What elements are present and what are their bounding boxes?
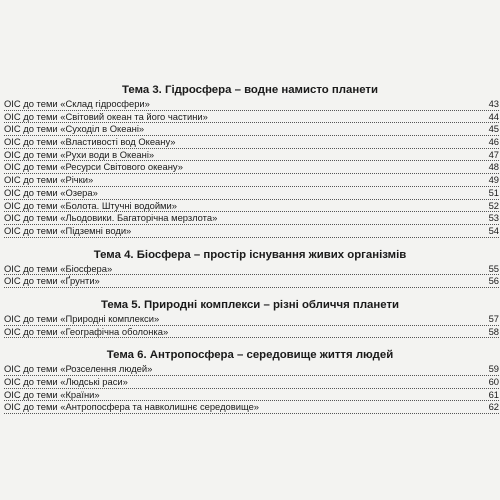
toc-entry — [4, 389, 499, 402]
toc-entry — [4, 263, 499, 276]
toc-entry-page: 61 — [488, 388, 499, 400]
section-title-topic-6: Тема 6. Антропосфера – середовище життя людей — [106, 349, 394, 362]
section-entries-topic-5 — [4, 313, 499, 338]
toc-entry-label: ОІС до теми «Розселення людей» — [4, 363, 153, 375]
toc-entry-page: 57 — [488, 312, 499, 324]
toc-entry-label: ОІС до теми «Властивості вод Океану» — [4, 136, 176, 148]
toc-entry-label: ОІС до теми «Льодовики. Багаторічна мерзлота» — [4, 212, 218, 224]
toc-entry-label: ОІС до теми «Країни» — [4, 388, 100, 400]
toc-entry-page: 43 — [488, 98, 499, 109]
toc-entry-label: ОІС до теми «Антропосфера та навколишнє середовище» — [4, 401, 260, 413]
toc-entry — [4, 187, 499, 200]
toc-entry-label: ОІС до теми «Природні комплекси» — [4, 312, 160, 324]
toc-entry-page: 53 — [488, 212, 499, 224]
section-entries-topic-6 — [4, 363, 499, 414]
section-title-topic-4: Тема 4. Біосфера – простір існування живих організмів — [93, 248, 407, 261]
toc-entry — [4, 200, 499, 213]
toc-entry — [4, 376, 499, 389]
table-of-contents — [0, 83, 500, 414]
toc-entry-label: ОІС до теми «Біосфера» — [4, 262, 113, 274]
toc-entry — [4, 326, 499, 339]
toc-entry-page: 54 — [488, 224, 499, 236]
toc-entry-page: 47 — [488, 148, 499, 160]
toc-entry — [4, 313, 499, 326]
toc-entry-label: ОІС до теми «Озера» — [4, 186, 98, 198]
toc-entry — [4, 111, 499, 124]
toc-entry-page: 60 — [488, 376, 499, 387]
toc-entry-page: 44 — [488, 110, 499, 122]
toc-entry — [4, 363, 499, 376]
toc-entry-label: ОІС до теми «Болота. Штучні водойми» — [4, 199, 177, 211]
toc-entry — [4, 123, 499, 136]
toc-entry-page: 62 — [488, 401, 499, 413]
toc-entry-page: 55 — [488, 262, 499, 274]
toc-entry-page: 56 — [488, 275, 499, 287]
toc-entry-page: 46 — [488, 136, 499, 148]
toc-entry-page: 45 — [488, 123, 499, 135]
section-entries-topic-3 — [4, 98, 499, 238]
toc-entry-page: 52 — [488, 199, 499, 211]
toc-entry — [4, 174, 499, 187]
toc-entry-label: ОІС до теми «Ґрунти» — [4, 275, 100, 287]
toc-entry-label: ОІС до теми «Склад гідросфери» — [4, 98, 150, 109]
toc-entry-label: ОІС до теми «Суходіл в Океані» — [4, 123, 145, 135]
toc-entry-page: 58 — [488, 325, 499, 337]
toc-entry-label: ОІС до теми «Річки» — [4, 174, 94, 186]
toc-entry — [4, 136, 499, 149]
toc-entry-page: 51 — [488, 186, 499, 198]
toc-entry-label: ОІС до теми «Людські раси» — [4, 376, 128, 387]
toc-entry — [4, 98, 499, 111]
section-entries-topic-4 — [4, 263, 499, 288]
toc-entry-label: ОІС до теми «Ресурси Світового океану» — [4, 161, 183, 173]
toc-entry — [4, 275, 499, 288]
toc-entry — [4, 212, 499, 225]
toc-entry-page: 49 — [488, 174, 499, 186]
section-title-topic-3: Тема 3. Гідросфера – водне намисто планети — [122, 84, 378, 96]
toc-entry — [4, 161, 499, 174]
toc-entry-label: ОІС до теми «Географічна оболонка» — [4, 325, 169, 337]
toc-entry — [4, 401, 499, 414]
toc-entry — [4, 149, 499, 162]
toc-entry-label: ОІС до теми «Світовий океан та його частини» — [4, 110, 208, 122]
toc-entry-label: ОІС до теми «Рухи води в Океані» — [4, 148, 155, 160]
toc-entry-page: 48 — [488, 161, 499, 173]
toc-entry-label: ОІС до теми «Підземні води» — [4, 224, 132, 236]
section-title-topic-5: Тема 5. Природні комплекси – різні обличчя планети — [100, 298, 400, 311]
toc-entry-page: 59 — [488, 363, 499, 375]
toc-entry — [4, 225, 499, 238]
